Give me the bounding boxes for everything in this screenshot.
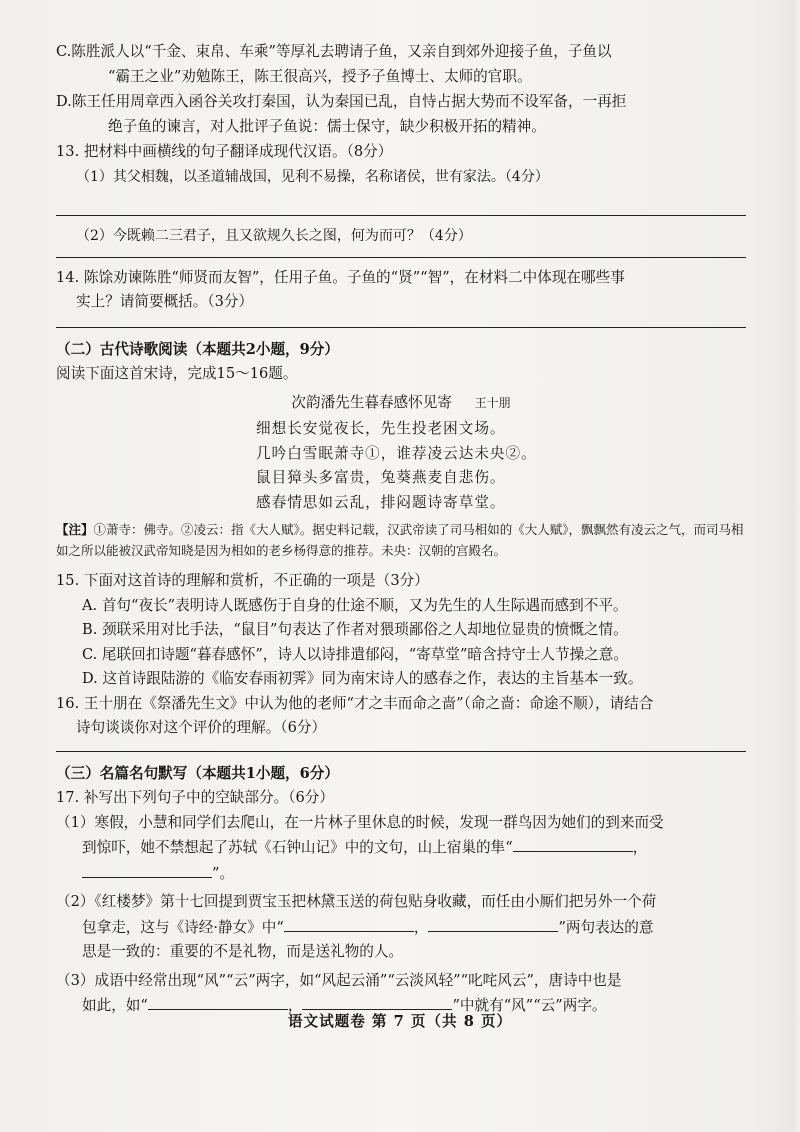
section2-intro: 阅读下面这首宋诗，完成15～16题。 <box>56 365 298 382</box>
poem-line-1: 细想长安觉夜长，先生投老困文场。 <box>256 420 506 437</box>
page-shadow <box>756 0 796 1132</box>
q16-line1: 16. 王十朋在《祭潘先生文》中认为他的老师“才之丰而命之啬”（命之啬：命途不顺），请结合 <box>56 694 654 712</box>
section2-title: （二）古代诗歌阅读（本题共2小题，9分） <box>56 340 339 358</box>
q15-option-a[interactable]: A. 首句“夜长”表明诗人既感伤于自身的仕途不顺，又为先生的人生际遇而感到不平。 <box>82 596 628 614</box>
q12-option-c-line2: “霸王之业”劝勉陈王，陈王很高兴，授予子鱼博士、太师的官职。 <box>108 67 532 85</box>
q15-stem: 15. 下面对这首诗的理解和赏析，不正确的一项是（3分） <box>56 572 429 589</box>
q13-stem: 13. 把材料中画横线的句子翻译成现代汉语。（8分） <box>56 143 393 160</box>
q14-line2: 实上？请简要概括。（3分） <box>76 293 254 310</box>
q13-answer-line-2[interactable] <box>56 249 746 258</box>
q13-answer-line-1[interactable] <box>56 189 746 216</box>
option-text: 陈王任用周章西入函谷关攻打秦国，认为秦国已乱，自恃占据大势而不设军备，一再拒 <box>71 93 627 110</box>
q16-answer-line[interactable] <box>56 741 746 752</box>
page-content <box>56 40 746 1019</box>
q16-line2: 诗句谈谈你对这个评价的理解。（6分） <box>76 719 327 736</box>
q15-option-b[interactable]: B. 颈联采用对比手法，“鼠目”句表达了作者对猥琐鄙俗之人却地位显贵的愤慨之情。 <box>82 621 628 638</box>
q12-option-c-line1 <box>56 40 746 65</box>
q17-p2-end: ”两句表达的意 <box>558 918 654 936</box>
note-text: ①萧寺：佛寺。②凌云：指《大人赋》。据史料记载，汉武帝读了司马相如的《大人赋》，飘飘然有凌云之气，而司马相如之所以能被汉武帝知晓是因为相如的老乡杨得意的推荐。未央：汉朝的宫殿名。 <box>56 522 744 558</box>
q13-sub1: （1）其父相魏，以圣道辅战国，见利不易操，名称诸侯，世有家法。（4分） <box>76 168 549 185</box>
q15-option-c[interactable]: C. 尾联回扣诗题“暮春感怀”，诗人以诗排遣郁闷，“寄草堂”暗含持守士人节操之意。 <box>82 645 628 663</box>
poem-author: 王十朋 <box>474 395 511 410</box>
poem-title-text: 次韵潘先生暮春感怀见寄 <box>291 393 452 411</box>
q17-p1-line1: （1）寒假，小慧和同学们去爬山，在一片林子里休息的时候，发现一群鸟因为她们的到来而受 <box>56 813 664 831</box>
q12-option-d-line1 <box>56 90 746 115</box>
q15-option-d[interactable]: D. 这首诗跟陆游的《临安春雨初霁》同为南宋诗人的感春之作，表达的主旨基本一致。 <box>82 670 643 687</box>
q14-answer-line[interactable] <box>56 315 746 328</box>
q17-p1-line2: 到惊吓，她不禁想起了苏轼《石钟山记》中的文句，山上宿巢的隼“ ， <box>56 835 746 861</box>
poem-line-4: 感春情思如云乱，排闷题诗寄草堂。 <box>256 493 506 511</box>
q12-option-d-line2: 绝子鱼的谏言，对人批评子鱼说：儒士保守，缺少积极开拓的精神。 <box>108 117 546 135</box>
note-label: 【注】 <box>56 522 94 537</box>
q17-stem: 17. 补写出下列句子中的空缺部分。（6分） <box>56 789 334 806</box>
q13-sub2: （2）今既赖二三君子，且又欲规久长之图，何为而可？（4分） <box>76 228 472 244</box>
q17-p3-text: 如此，如“ <box>82 997 148 1014</box>
section3-title: （三）名篇名句默写（本题共1小题，6分） <box>56 764 339 782</box>
q17-p2-line1: （2）《红楼梦》第十七回提到贾宝玉把林黛玉送的荷包贴身收藏，而任由小厮们把另外一个荷 <box>56 893 657 910</box>
q17-p2-line3: 思是一致的：重要的不是礼物，而是送礼物的人。 <box>82 943 404 960</box>
q17-blank-4[interactable] <box>428 915 558 932</box>
q17-p3-line1: （3）成语中经常出现“风”“云”两字，如“风起云涌”“云淡风轻”“叱咤风云”，唐诗中也是 <box>56 971 622 989</box>
poem-line-2: 几吟白雪眠萧寺①，谁荐凌云达未央②。 <box>256 444 537 462</box>
option-label: C. <box>56 43 72 60</box>
q17-blank-3[interactable] <box>284 915 414 932</box>
q17-blank-6[interactable] <box>302 993 452 1010</box>
q17-blank-1[interactable] <box>513 835 633 852</box>
q17-p2-text: 包拿走，这与《诗经·静女》中“ <box>82 918 284 936</box>
poem-title <box>56 391 746 416</box>
q12-option-d <box>56 90 746 139</box>
option-label: D. <box>56 93 72 110</box>
q17-p3-line2: 如此，如“ ， ”中就有“风”“云”两字。 <box>56 993 746 1019</box>
q17-blank-5[interactable] <box>148 993 288 1010</box>
poem-note <box>56 519 746 561</box>
q17-blank-2[interactable] <box>82 861 212 878</box>
q17-p1-text: 到惊吓，她不禁想起了苏轼《石钟山记》中的文句，山上宿巢的隼“ <box>82 839 513 856</box>
q17-p2-line2: 包拿走，这与《诗经·静女》中“ ， ”两句表达的意 <box>56 915 746 941</box>
q17-p3-end: ”中就有“风”“云”两字。 <box>452 997 607 1014</box>
page-footer: 语文试题卷 第 7 页（共 8 页） <box>287 1013 513 1030</box>
q17-p1-line3 <box>56 861 746 887</box>
option-text: 陈胜派人以“千金、束帛、车乘”等厚礼去聘请子鱼，又亲自到郊外迎接子鱼，子鱼以 <box>71 43 612 60</box>
poem-line-3: 鼠目獐头多富贵，兔葵燕麦自悲伤。 <box>256 469 506 486</box>
q17-p1-end: ”。 <box>212 864 235 882</box>
q14-line1: 14. 陈馀劝谏陈胜“师贤而友智”，任用子鱼。子鱼的“贤”“智”，在材料二中体现在哪些事 <box>56 268 625 286</box>
q12-option-c <box>56 40 746 89</box>
